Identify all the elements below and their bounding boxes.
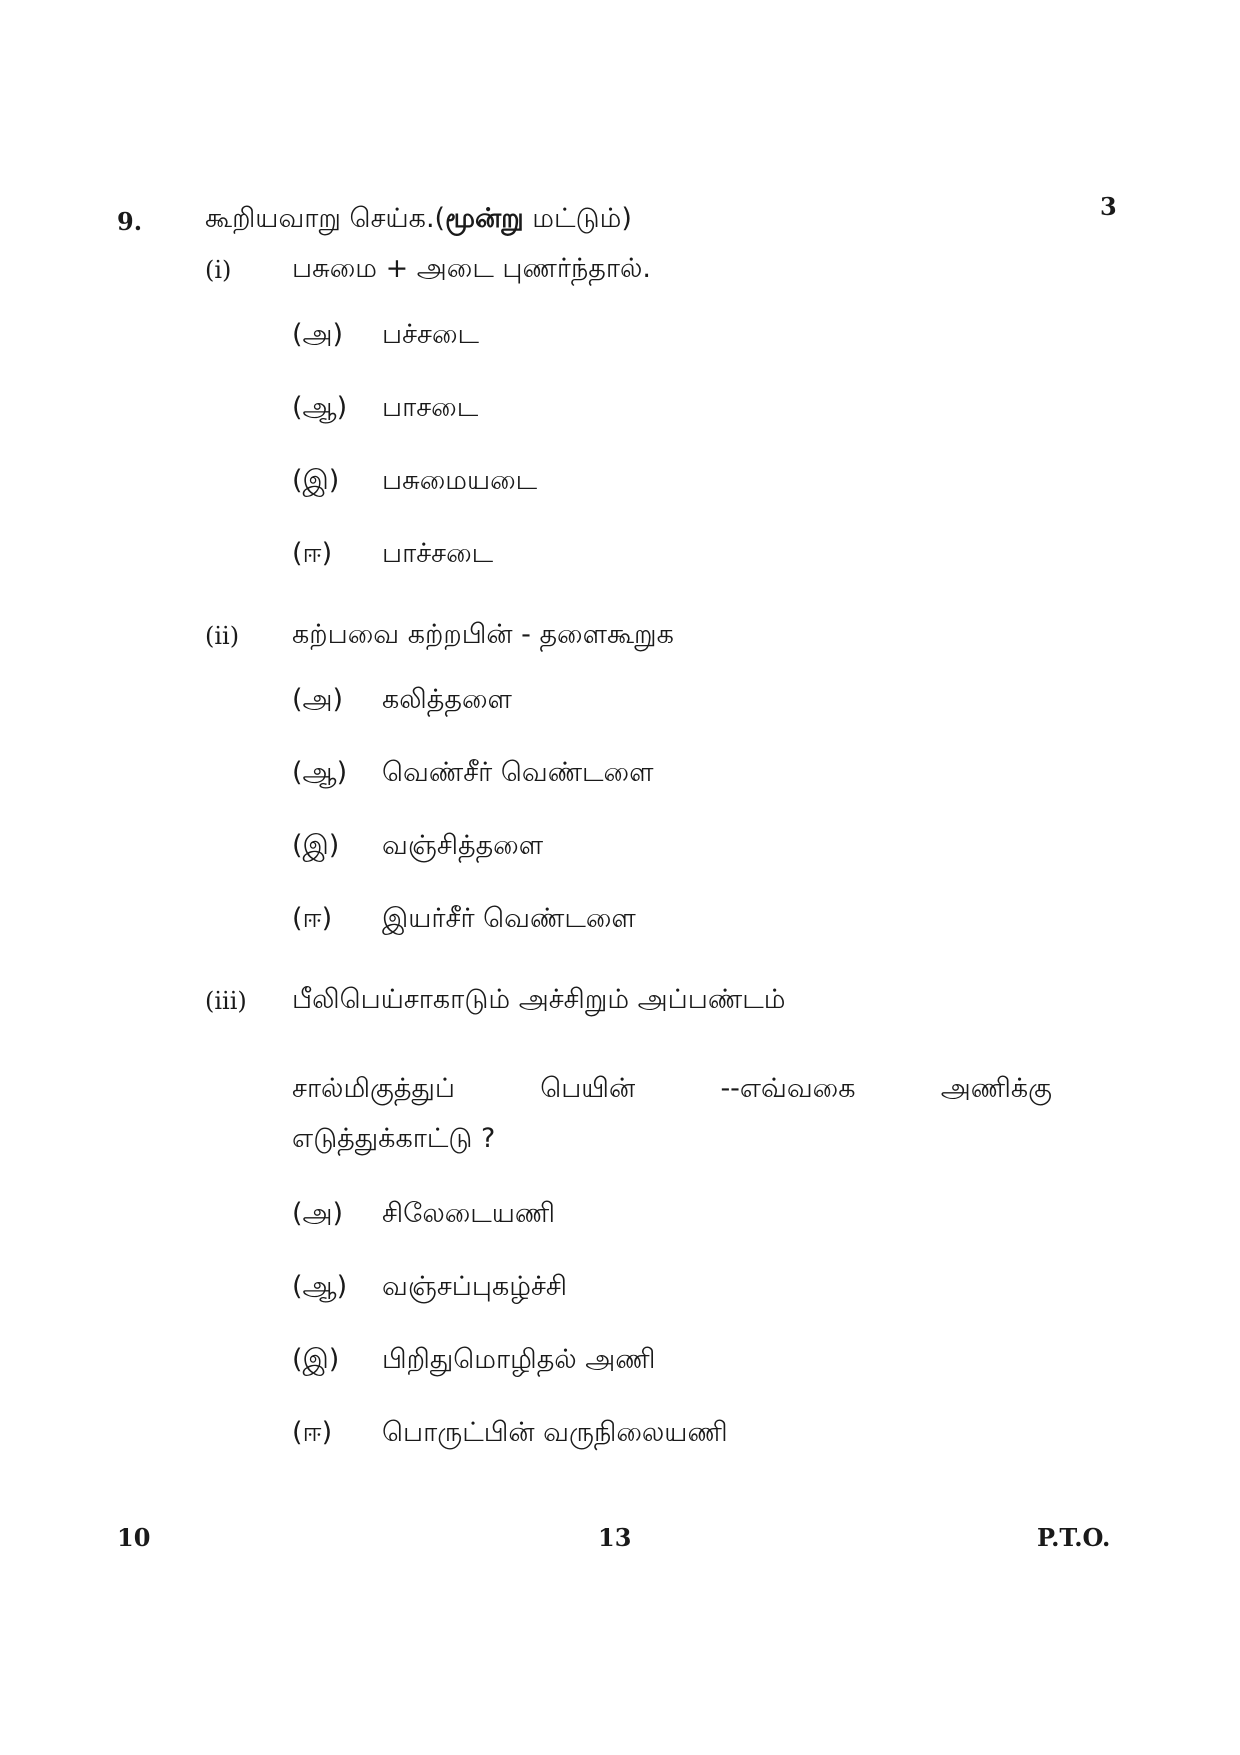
option-letter: (இ) — [292, 830, 340, 861]
stem-line: எடுத்துக்காட்டு ? — [292, 1123, 496, 1154]
option-letter: (அ) — [292, 1198, 344, 1229]
subquestion-roman-ii: (ii) — [205, 622, 240, 650]
subquestion-roman-i: (i) — [205, 256, 232, 284]
question-instruction — [205, 203, 632, 238]
option-text: பாசடை — [382, 392, 479, 423]
option-letter: (அ) — [292, 319, 344, 350]
option-text: சிலேடையணி — [382, 1198, 556, 1229]
subquestion-stem-i: பசுமை + அடை புணர்ந்தால். — [292, 253, 651, 284]
option-text: பிறிதுமொழிதல் அணி — [382, 1344, 656, 1375]
subquestion-stem-ii: கற்பவை கற்றபின் - தளைகூறுக — [292, 619, 674, 650]
option-letter: (ஆ) — [292, 757, 348, 788]
stem-word: பெயின் — [540, 1073, 636, 1104]
option-text: பொருட்பின் வருநிலையணி — [382, 1417, 728, 1448]
option-letter: (ஈ) — [292, 538, 333, 569]
option-letter: (ஆ) — [292, 392, 348, 423]
option-letter: (இ) — [292, 465, 340, 496]
stem-word: சால்மிகுத்துப் — [292, 1073, 455, 1104]
subquestion-stem-iii: பீலிபெய்சாகாடும் அச்சிறும் அப்பண்டம் — [292, 984, 786, 1015]
instruction-bold: மூன்று — [445, 203, 524, 234]
instruction-suffix: மட்டும்) — [523, 203, 632, 234]
stem-justified-line — [292, 1064, 1052, 1114]
option-text: வஞ்சித்தளை — [382, 830, 544, 861]
question-number: 9. — [117, 207, 143, 236]
option-text: கலித்தளை — [382, 684, 512, 715]
option-text: பசுமையடை — [382, 465, 538, 496]
footer-pto: P.T.O. — [1037, 1523, 1111, 1552]
option-letter: (ஆ) — [292, 1271, 348, 1302]
option-text: பச்சடை — [382, 319, 480, 350]
stem-word: அணிக்கு — [940, 1073, 1052, 1104]
subquestion-roman-iii: (iii) — [205, 987, 247, 1015]
option-letter: (இ) — [292, 1344, 340, 1375]
stem-word: --எவ்வகை — [720, 1073, 856, 1104]
option-text: வஞ்சப்புகழ்ச்சி — [382, 1271, 568, 1302]
option-text: இயர்சீர் வெண்டளை — [382, 903, 636, 934]
option-letter: (ஈ) — [292, 903, 333, 934]
option-letter: (அ) — [292, 684, 344, 715]
option-text: பாச்சடை — [382, 538, 494, 569]
instruction-prefix: கூறியவாறு செய்க.( — [205, 203, 446, 234]
page-corner-number: 3 — [1100, 192, 1117, 221]
footer-code: 10 — [117, 1523, 151, 1552]
footer-page-number: 13 — [598, 1523, 632, 1552]
option-text: வெண்சீர் வெண்டளை — [382, 757, 654, 788]
option-letter: (ஈ) — [292, 1417, 333, 1448]
subquestion-stem-iii-continued — [292, 1064, 1052, 1164]
